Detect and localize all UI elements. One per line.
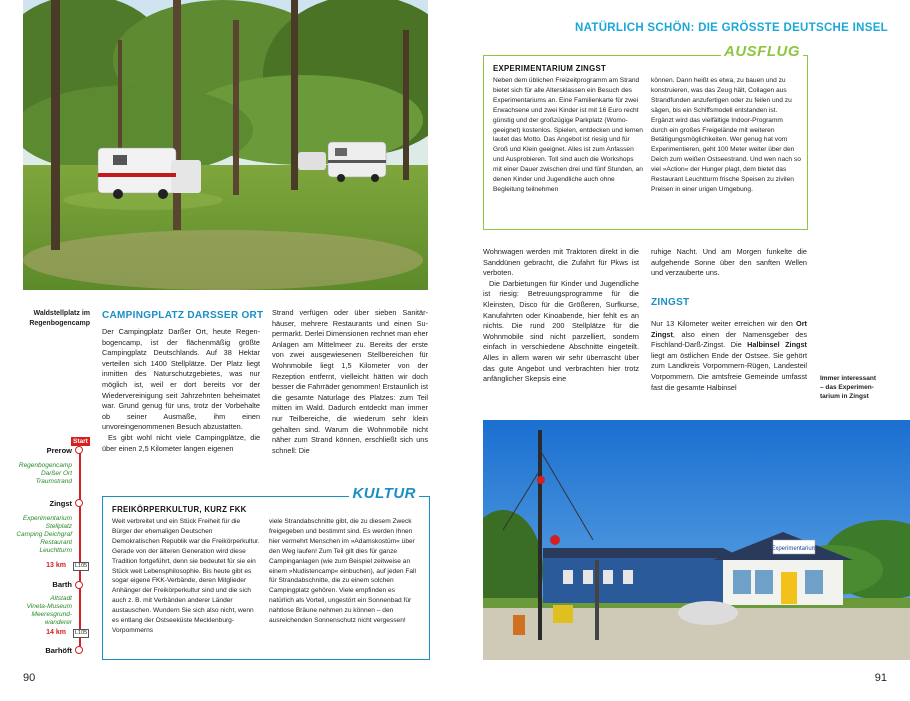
paragraph — [651, 319, 807, 393]
route-stop-marker — [75, 446, 83, 454]
route-line — [79, 450, 81, 650]
building-sign: Experimentarium — [771, 546, 817, 552]
text-run-bold: Halbinsel Zingst — [747, 340, 807, 350]
start-badge: Start — [73, 438, 88, 445]
text-run: Nur 13 Kilometer weiter erreichen wir den — [651, 319, 797, 328]
chapter-header: NATÜRLICH SCHÖN: DIE GRÖSSTE DEUTSCHE INSEL — [575, 22, 888, 34]
ausflug-box-title: EXPERIMENTARIUM ZINGST — [493, 64, 607, 73]
photo-caption-line: Immer interessant — [820, 375, 876, 382]
route-stop-barhoeft: Barhöft — [45, 646, 72, 655]
photo-caption-campsite — [28, 309, 90, 328]
kultur-box — [102, 485, 430, 660]
route-note — [2, 595, 72, 627]
ausflug-tag: AUSFLUG — [721, 43, 803, 60]
text-run: , also einen der Namensgeber des Fischland-Darß-Zingst. Die — [651, 329, 807, 350]
right-column-2 — [651, 247, 807, 279]
route-note — [2, 462, 72, 486]
right-column-2-zingst — [651, 319, 807, 393]
photo-caption-experimentarium — [820, 374, 890, 401]
photo-caption-line: Regenbogencamp — [29, 319, 90, 327]
kultur-box-col2: viele Strandabschnitte gibt, die zu diesem Zweck freigegeben und bestimmt sind. Es werden Ihnen hier vermehrt Menschen im »Adamskostüm« über den Weg laufen! Zum Teil gilt dies für ganze Campinganlagen (wie zum Beispiel zeitweise an einem »Nudistencamp« einbuchen), auf jeden Fall für Strandabschnitte, die zu einem solchen Campingplatz gehören. Viele empfinden es natürlich als Vorteil, ungestört ein Sonnenbad für nahtlose Bräune nehmen zu können – den ausreichenden Sonnenschutz nicht vergessen! — [269, 518, 416, 625]
route-note-line: Restaurant — [40, 539, 72, 546]
route-note-line: Regenbogencamp — [18, 462, 72, 469]
route-sidebar — [16, 436, 92, 661]
paragraph: Es gibt wohl nicht viele Campingplätze, die über einen 2,5 Kilometer langen eigenen — [102, 432, 260, 453]
route-stop-marker — [75, 499, 83, 507]
photo-caption-line: Waldstellplatz im — [33, 310, 90, 317]
campsite-photo — [23, 0, 428, 290]
route-distance: 13 km — [46, 562, 66, 569]
ausflug-box-col1: Neben dem üblichen Freizeitprogramm am Strand bietet sich für alle Altersklassen ein Besuch des Experimentariums an. Eine Familienkarte für zwei Erwachsene und zwei Kinder ist mit 16 Euro recht günstig und der großzügige Parkplatz (Womo-geeignet) kostenlos. Spielen, entdecken und lernen lautet das Motto. Das Angebot ist riesig und für Groß und Klein geeignet. Alles ist zum Anfassen und Ausprobieren. Toll sind auch die Workshops mit einer Dauer zwischen drei und fünf Stunden, an denen Kinder und Jugendliche auch ohne Begleitung teilnehmen — [493, 77, 643, 193]
route-stop-prerow: Prerow — [46, 446, 72, 455]
left-column-2 — [272, 308, 428, 456]
route-note-line: Experimentarium — [22, 515, 72, 522]
paragraph: Strand verfügen oder über sieben Sanitärhäuser, mehrere Restaurants und einen Supermarkt. Derlei Dimensionen rechnet man eher Anlagen am Mittelmeer zu. Bereits der erste von zwei ausgewiesenen Stellbereichen für Wohnmobile liegt 1,5 Kilometer von der Rezeption entfernt, vielleicht hätten wir doch besser die Fahrräder genommen! Erstaunlich ist die gesamte Naturlage des Platzes: zum Teil mitten im Wald. Dadurch entdeckt man immer nur Teilbereiche, die wiederum sehr klein gehalten sind. Warum die Wohnmobile nicht näher zum Strand können, erschließt sich uns schnell: Die — [272, 308, 428, 455]
page-number-left: 90 — [23, 672, 36, 684]
route-note-line: Camping Deichgraf — [16, 531, 72, 538]
text-run: liegt am östlichen Ende der Ostsee. Sie gehört zum Landkreis Vorpommern-Rügen, Landesteil Vorpommern. Die amtsfreie Gemeinde umfasst fast die gesamte Halbinsel — [651, 350, 807, 392]
section-heading-campingplatz: CAMPINGPLATZ DARSSER ORT — [102, 310, 264, 321]
route-stop-marker — [75, 646, 83, 654]
text-run-bold: Ort Zingst — [651, 319, 807, 339]
subheading-zingst: ZINGST — [651, 297, 690, 308]
route-note-line: Vineta-Museum — [26, 603, 72, 610]
route-note-line: Meeresgrund- — [31, 611, 72, 618]
route-note-line: Leuchtturm — [39, 547, 72, 554]
paragraph: ruhige Nacht. Und am Morgen funkelte die aufgehende Sonne über den sanften Wellen und verzauberte uns. — [651, 247, 807, 278]
paragraph: Die Darbietungen für Kinder und Jugendliche ist riesig: Betreuungsprogramme für die Kleinsten, Disco für die Größeren, Surfkurse, Kanufahrten oder Kinoabende, hier fehlt es an nichts. Die rund 200 Stellplätze für die Wohnmobile sind nicht parzelliert, sondern einfach in verschiedene Abschnitte eingeteilt. Alles in allem waren wir sehr überrascht über das gute Angebot und verbrachten hier trotz anfänglicher Skepsis eine — [483, 278, 639, 384]
route-stop-marker — [75, 581, 83, 589]
page-number-right: 91 — [874, 672, 887, 684]
paragraph: Wohnwagen werden mit Traktoren direkt in die Sanddünen gebracht, die Zufahrt für Pkws ist verboten. — [483, 247, 639, 278]
right-column-1 — [483, 247, 639, 385]
kultur-box-col1: Weit verbreitet und ein Stück Freiheit für die Bürger der ehemaligen Deutschen Demokratischen Republik war die Freikörperkultur. Gerade von der älteren Generation wird diese Tradition fortgeführt, denn sie bedeutet für sie ein Stück weit Lebensphilosophie. Bis heute gibt es sogar eigene FKK-Verbände, deren Mitglieder Anhänger der Freikörperkultur sind und die sich auch z. B. mit Verbänden anderer Länder austauschen. Wundern Sie sich also nicht, wenn es entlang der Ostseeküste Mecklenburg-Vorpommerns — [112, 518, 260, 634]
route-stop-barth: Barth — [52, 580, 72, 589]
ausflug-box — [483, 43, 808, 230]
route-note-line: Altstadt — [50, 595, 72, 602]
ausflug-box-col2: können. Dann heißt es etwa, zu bauen und zu konstruieren, was das Zeug hält, Collagen aus Strandfunden anzufertigen oder zu feilen und zu sägen, bis ein Schiffsmodell entstanden ist. Ergänzt wird das vielfältige Indoor-Programm durch ein großes Freigelände mit weiteren Betätigungsmöglichkeiten. Wer genug hat vom Experimentieren, geht 100 Meter weiter über den Deich zum weißen Ostseestrand. Und wen nach so viel »Action« der Hunger plagt, dem bietet das Restaurant Leuchtturm frische Speisen zu zivilen Preisen in einer urigen Umgebung. — [651, 77, 801, 193]
paragraph: Der Campingplatz Darßer Ort, heute Regenbogencamp, ist der flächenmäßig größte Campingplatz Deutschlands. Auf 38 Hektar verteilen sich 1400 Stellplätze. Der Platz liegt inmitten des Naturschutzgebietes, was nur möglich ist, weil er dort bereits vor der Wiedervereinigung seit Jahrzehnten beheimatet war. Grund genug für uns, trotz der Vorbehalte ob seiner Ausmaße, ihm einen unvoreingenommenen Besuch abzustatten. — [102, 327, 260, 432]
route-note-line: Stellplatz — [45, 523, 72, 530]
route-stop-zingst: Zingst — [49, 499, 72, 508]
left-column-1 — [102, 327, 260, 454]
road-sign: L105 — [75, 630, 88, 636]
route-note-line: Traumstrand — [35, 478, 72, 485]
experimentarium-photo — [483, 420, 910, 660]
route-distance: 14 km — [46, 629, 66, 636]
photo-caption-line: tarium in Zingst — [820, 393, 869, 400]
route-note-line: wanderer — [44, 619, 72, 626]
route-note-line: Darßer Ort — [40, 470, 72, 477]
photo-caption-line: – das Experimen- — [820, 384, 874, 391]
route-note — [2, 515, 72, 555]
kultur-box-title: FREIKÖRPERKULTUR, KURZ FKK — [112, 505, 247, 514]
kultur-tag: KULTUR — [349, 485, 419, 502]
road-sign: L105 — [75, 563, 88, 569]
